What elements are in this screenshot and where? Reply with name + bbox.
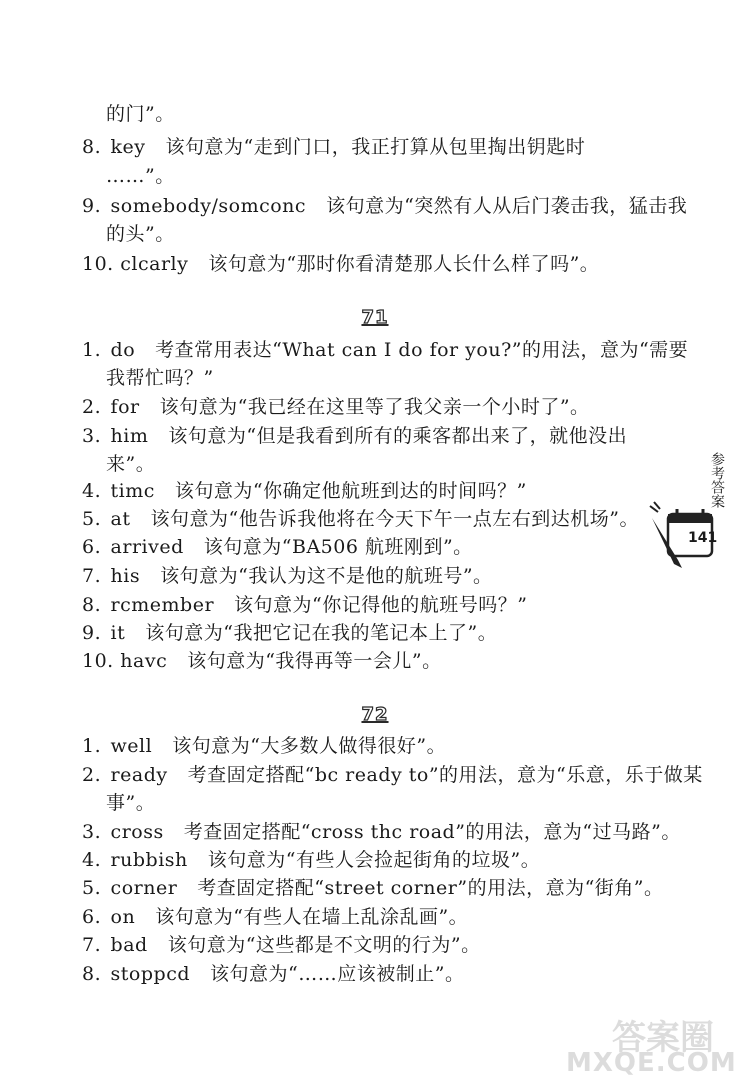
- answer-item: 3. cross 考查固定搭配“cross thc road”的用法，意为“过马路”。: [82, 821, 681, 843]
- answer-item: 1. well 该句意为“大多数人做得很好”。: [82, 735, 447, 757]
- answer-item: 1. do 考查常用表达“What can I do for you?”的用法，意为“需要: [82, 339, 689, 361]
- section-heading-71: 71: [361, 307, 389, 328]
- answer-item-continuation: 事”。: [106, 792, 156, 814]
- answer-item: 8. rcmember 该句意为“你记得他的航班号吗？”: [82, 594, 528, 616]
- answer-item: 4. timc 该句意为“你确定他航班到达的时间吗？”: [82, 480, 527, 502]
- answer-item: 4. rubbish 该句意为“有些人会捡起街角的垃圾”。: [82, 849, 541, 871]
- answer-item: 3. him 该句意为“但是我看到所有的乘客都出来了，就他没出: [82, 425, 628, 447]
- answer-item: 7. his 该句意为“我认为这不是他的航班号”。: [82, 565, 493, 587]
- answer-item: 9. somebody/somconc 该句意为“突然有人从后门袭击我，猛击我: [82, 195, 688, 217]
- side-tab-label: 参考答案: [709, 452, 725, 508]
- answer-item: 8. key 该句意为“走到门口，我正打算从包里掏出钥匙时: [82, 136, 586, 158]
- answer-item: 7. bad 该句意为“这些都是不文明的行为”。: [82, 934, 481, 956]
- answer-item: 8. stoppcd 该句意为“……应该被制止”。: [82, 963, 465, 985]
- answer-item-continuation: 的头”。: [106, 223, 175, 245]
- answer-item: 5. at 该句意为“他告诉我他将在今天下午一点左右到达机场”。: [82, 508, 639, 530]
- continued-line: 的门”。: [106, 103, 175, 125]
- answer-item-continuation: 来”。: [106, 453, 156, 475]
- answer-item: 10. clcarly 该句意为“那时你看清楚那人长什么样了吗”。: [82, 253, 600, 275]
- answer-item: 5. corner 考查固定搭配“street corner”的用法，意为“街角”。: [82, 877, 664, 899]
- answer-item: 9. it 该句意为“我把它记在我的笔记本上了”。: [82, 622, 498, 644]
- answer-item: 2. ready 考查固定搭配“bc ready to”的用法，意为“乐意，乐于做某: [82, 764, 703, 786]
- answer-item: 6. on 该句意为“有些人在墙上乱涂乱画”。: [82, 906, 469, 928]
- section-heading-72: 72: [361, 704, 389, 725]
- answer-item-continuation: 我帮忙吗？”: [106, 367, 214, 389]
- watermark: 答案圈 MXQE.COM: [566, 1018, 737, 1078]
- answer-item: 2. for 该句意为“我已经在这里等了我父亲一个小时了”。: [82, 396, 590, 418]
- answer-item: 10. havc 该句意为“我得再等一会儿”。: [82, 650, 442, 672]
- page-number: 141: [688, 530, 718, 546]
- answer-item: 6. arrived 该句意为“BA506 航班刚到”。: [82, 536, 473, 558]
- answer-item-continuation: ……”。: [106, 165, 175, 187]
